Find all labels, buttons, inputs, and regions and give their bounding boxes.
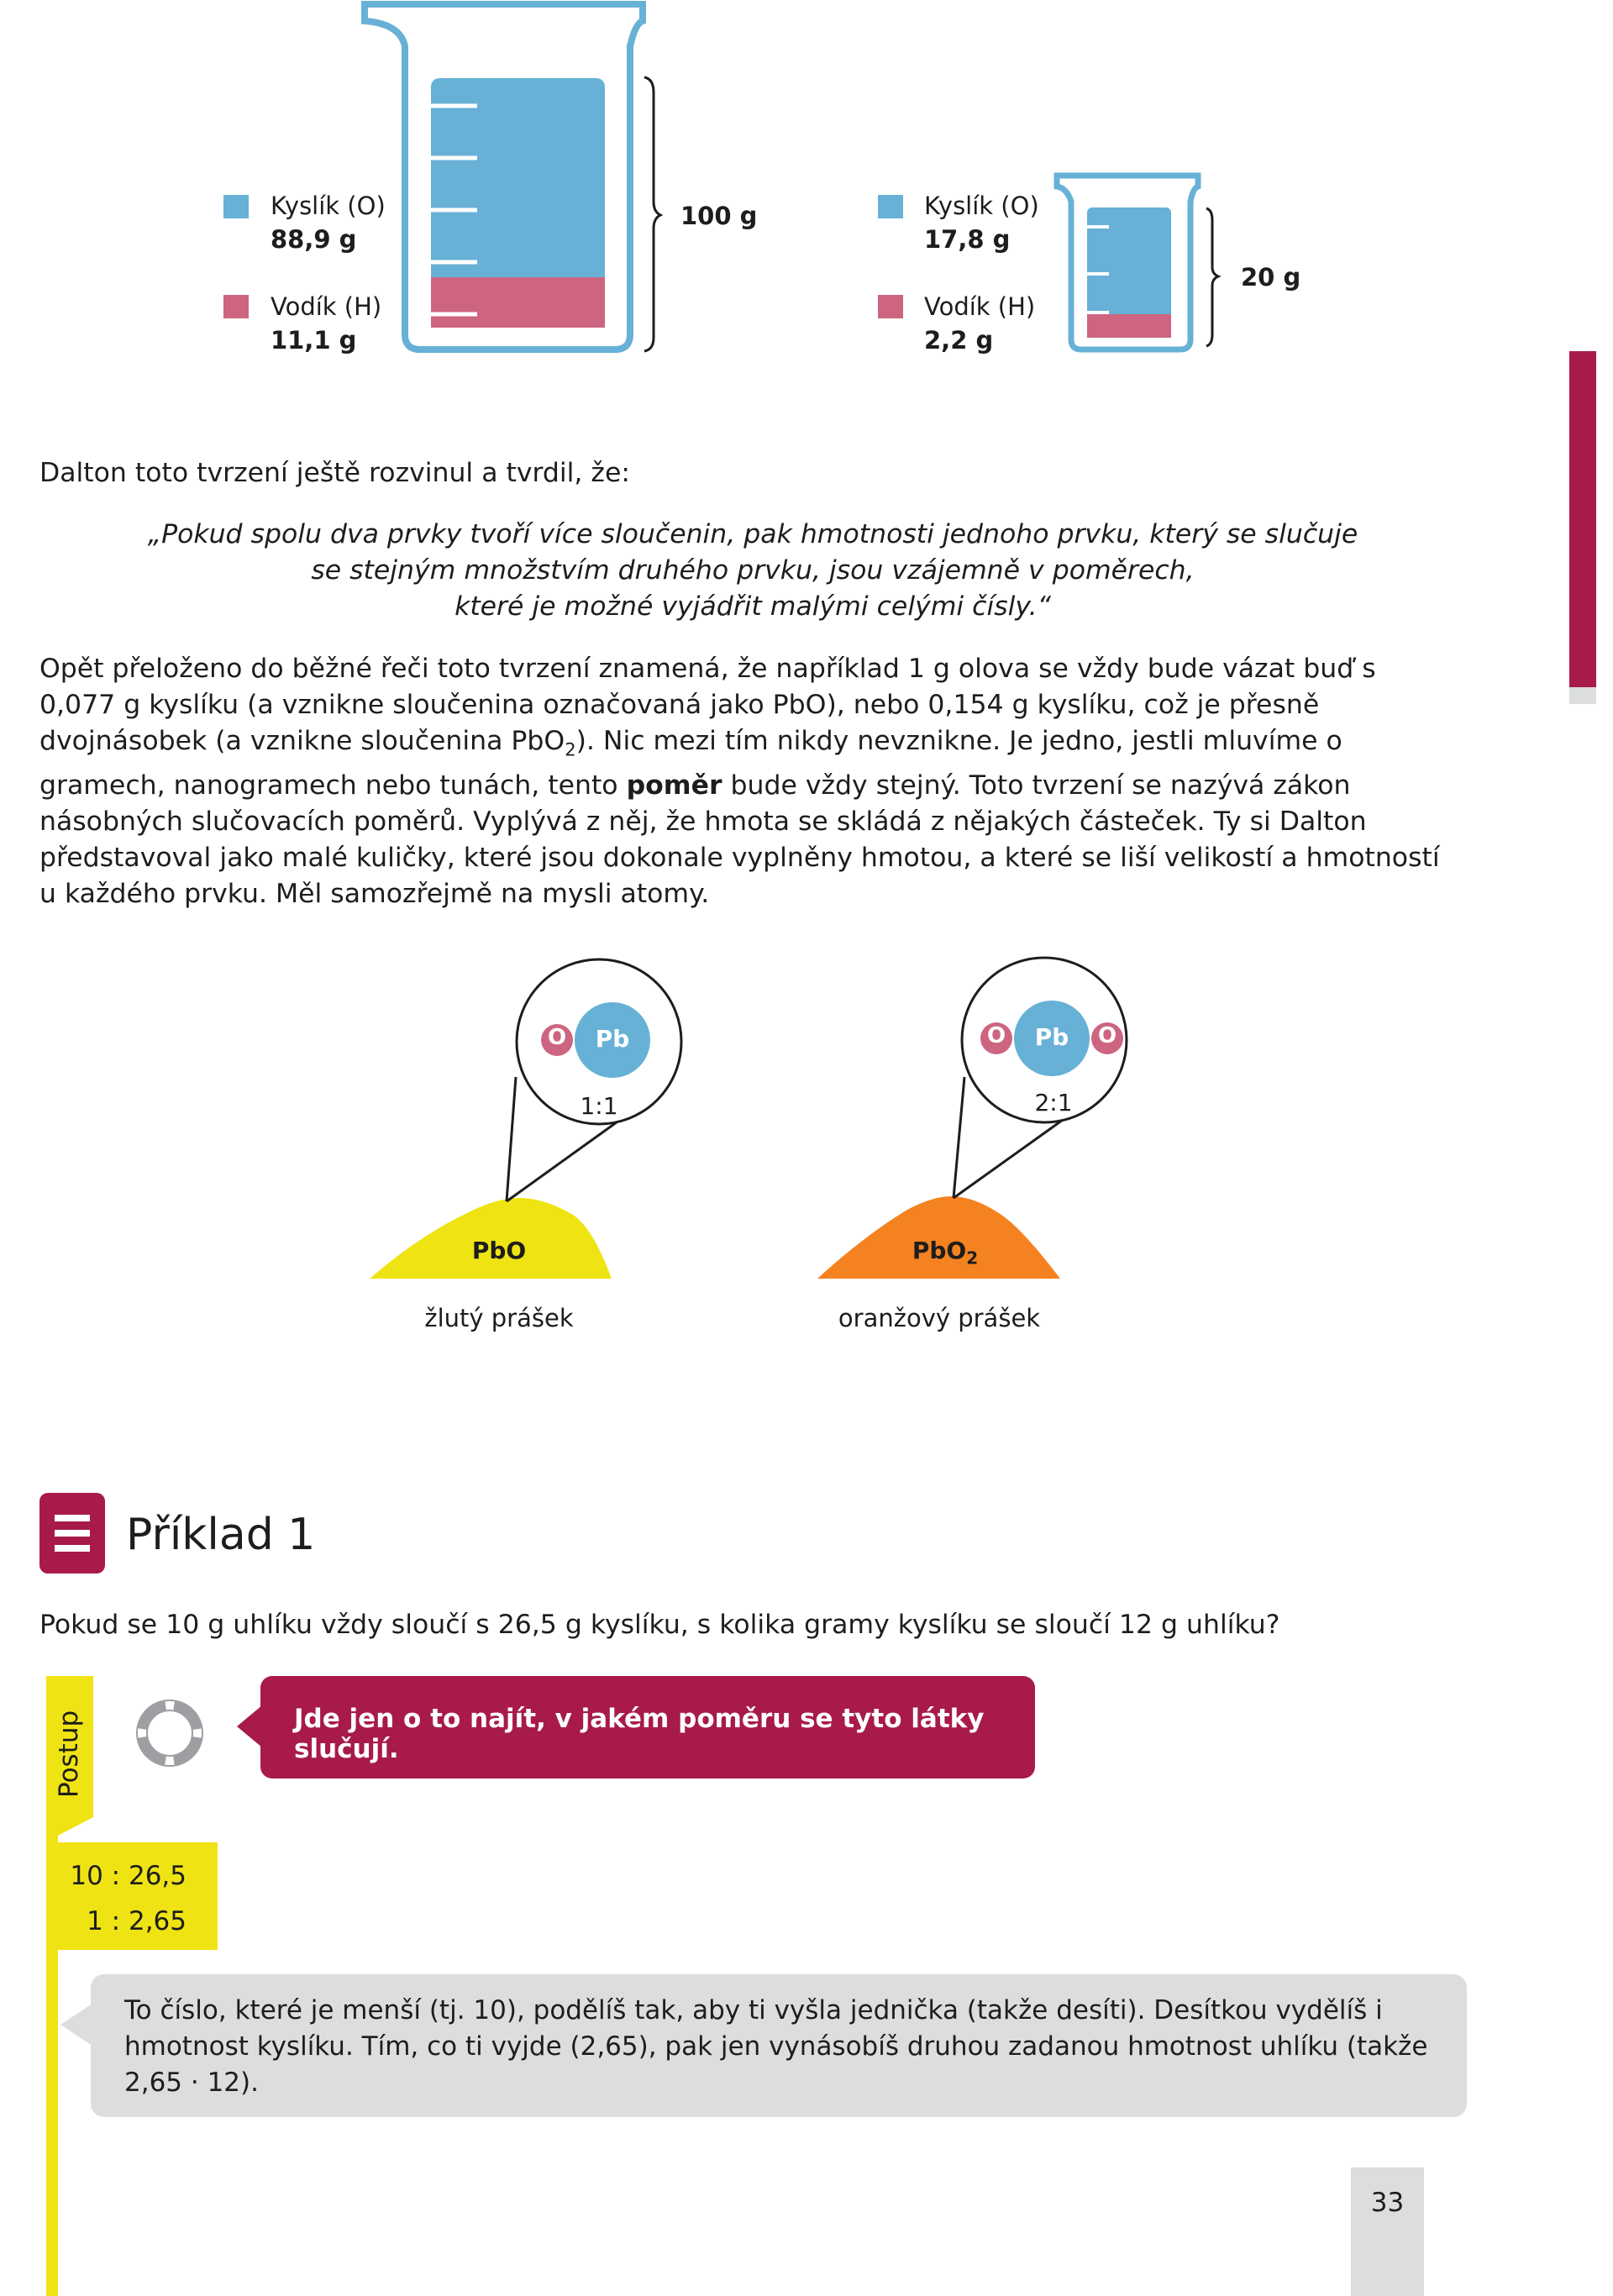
large-beaker-total: 100 g xyxy=(680,202,758,230)
example-icon xyxy=(39,1493,105,1574)
hydrogen-label: Vodík (H) xyxy=(271,292,382,321)
lifebuoy-icon xyxy=(136,1700,203,1767)
quote-line-2: se stejným množstvím druhého prvku, jsou vzájemně v poměrech, xyxy=(311,555,1195,586)
ratio-left: 1:1 xyxy=(580,1092,618,1120)
procedure-tab-notch xyxy=(46,1817,93,1836)
zoom-line-right xyxy=(954,1077,964,1198)
procedure-label: Postup xyxy=(54,1710,84,1798)
note-pointer xyxy=(60,2004,92,2046)
example-question: Pokud se 10 g uhlíku vždy sloučí s 26,5 g kyslíku, s kolika gramy kyslíku se sloučí 12 g uhlíku? xyxy=(39,1610,1280,1640)
quote-line-3: které je možné vyjádřit malými celými čísly.“ xyxy=(454,591,1051,622)
hint-pointer xyxy=(237,1705,262,1747)
example-title: Příklad 1 xyxy=(126,1510,316,1560)
body-paragraph xyxy=(39,651,1459,912)
hydrogen-swatch-small xyxy=(878,295,903,318)
paragraph-subscript: 2 xyxy=(565,739,576,760)
pbo-label: PbO xyxy=(471,1237,527,1264)
page-number: 33 xyxy=(1351,2167,1424,2296)
calc-line-1: 10 : 26,5 xyxy=(70,1861,187,1891)
pbo2-label-main: PbO xyxy=(912,1237,967,1264)
oxygen-atom-label: O xyxy=(547,1025,567,1050)
zoom-line-left xyxy=(507,1077,516,1201)
oxygen-mass-small: 17,8 g xyxy=(924,225,1011,254)
small-beaker-total: 20 g xyxy=(1241,263,1301,292)
oxygen-mass: 88,9 g xyxy=(271,225,357,254)
hint-bubble: Jde jen o to najít, v jakém poměru se tyto látky slučují. xyxy=(260,1676,1035,1778)
hydrogen-swatch xyxy=(223,295,249,318)
list-icon xyxy=(39,1493,105,1574)
paragraph-bold-term: poměr xyxy=(626,770,722,801)
oxygen-label: Kyslík (O) xyxy=(271,192,386,220)
oxygen-swatch xyxy=(223,195,249,218)
oxygen-atom-2-label: O xyxy=(1097,1023,1117,1048)
pbo-caption: žlutý prášek xyxy=(424,1304,574,1332)
pbo2-label-sub: 2 xyxy=(966,1248,979,1269)
explanation-note: To číslo, které je menší (tj. 10), podělíš tak, aby ti vyšla jednička (takže desíti). Desítkou vydělíš i hmotnost kyslíku. Tím, co ti vyjde (2,65), pak jen vynásobíš druhou zadanou hmotnost uhlíku (takže 2,65 · 12). xyxy=(91,1974,1467,2117)
small-beaker-hydrogen xyxy=(1087,314,1171,338)
oxygen-label-small: Kyslík (O) xyxy=(924,192,1039,220)
beaker-figure xyxy=(0,0,1613,378)
large-beaker-hydrogen xyxy=(431,277,605,328)
side-tab-marker xyxy=(1569,351,1596,687)
paragraph-part-2: ). Nic mezi tím nikdy nevznikne. Je jedno, jestli mluvíme o gramech, nanogramech nebo tunách, tento xyxy=(39,726,1342,801)
oxygen-swatch-small xyxy=(878,195,903,218)
small-beaker-brace xyxy=(1206,208,1218,346)
lead-oxide-drawing xyxy=(0,949,1613,1302)
lead-atom-label: Pb xyxy=(595,1025,630,1053)
large-beaker-brace xyxy=(644,77,660,351)
hydrogen-label-small: Vodík (H) xyxy=(924,292,1036,321)
hydrogen-mass: 11,1 g xyxy=(271,326,357,355)
large-beaker xyxy=(353,0,756,370)
pbo2-caption: oranžový prášek xyxy=(838,1304,1041,1332)
side-tab-marker-base xyxy=(1569,687,1596,704)
lead-oxide-figure xyxy=(0,949,1613,1353)
calc-line-2: 1 : 2,65 xyxy=(87,1906,187,1936)
paragraph-part-3: bude vždy stejný. Toto tvrzení se nazývá zákon násobných slučovacích poměrů. Vyplývá z něj, že hmota se skládá z nějakých částeček. Ty si Dalton představoval jako malé kuličky, které jsou dokonale vyplněny hmotou, a které se liší velikostí a hmotností u každého prvku. Měl samozřejmě na mysli atomy. xyxy=(39,770,1440,910)
small-beaker xyxy=(1050,168,1269,361)
intro-text: Dalton toto tvrzení ještě rozvinul a tvrdil, že: xyxy=(39,458,630,488)
pbo2-label xyxy=(891,1237,1000,1269)
quote-line-1: „Pokud spolu dva prvky tvoří více sloučenin, pak hmotnosti jednoho prvku, který se slučuje xyxy=(147,519,1358,549)
hydrogen-mass-small: 2,2 g xyxy=(924,326,994,355)
ratio-right: 2:1 xyxy=(1034,1089,1073,1116)
lead-atom-right-label: Pb xyxy=(1034,1023,1069,1051)
oxygen-atom-1-label: O xyxy=(986,1023,1006,1048)
paragraph-part-1: Opět přeloženo do běžné řeči toto tvrzení znamená, že například 1 g olova se vždy bude vázat buď s 0,077 g kyslíku (a vznikne sloučenina označovaná jako PbO), nebo 0,154 g kyslíku, což je přesně dvojnásobek (a vznikne sloučenina PbO xyxy=(39,654,1376,756)
